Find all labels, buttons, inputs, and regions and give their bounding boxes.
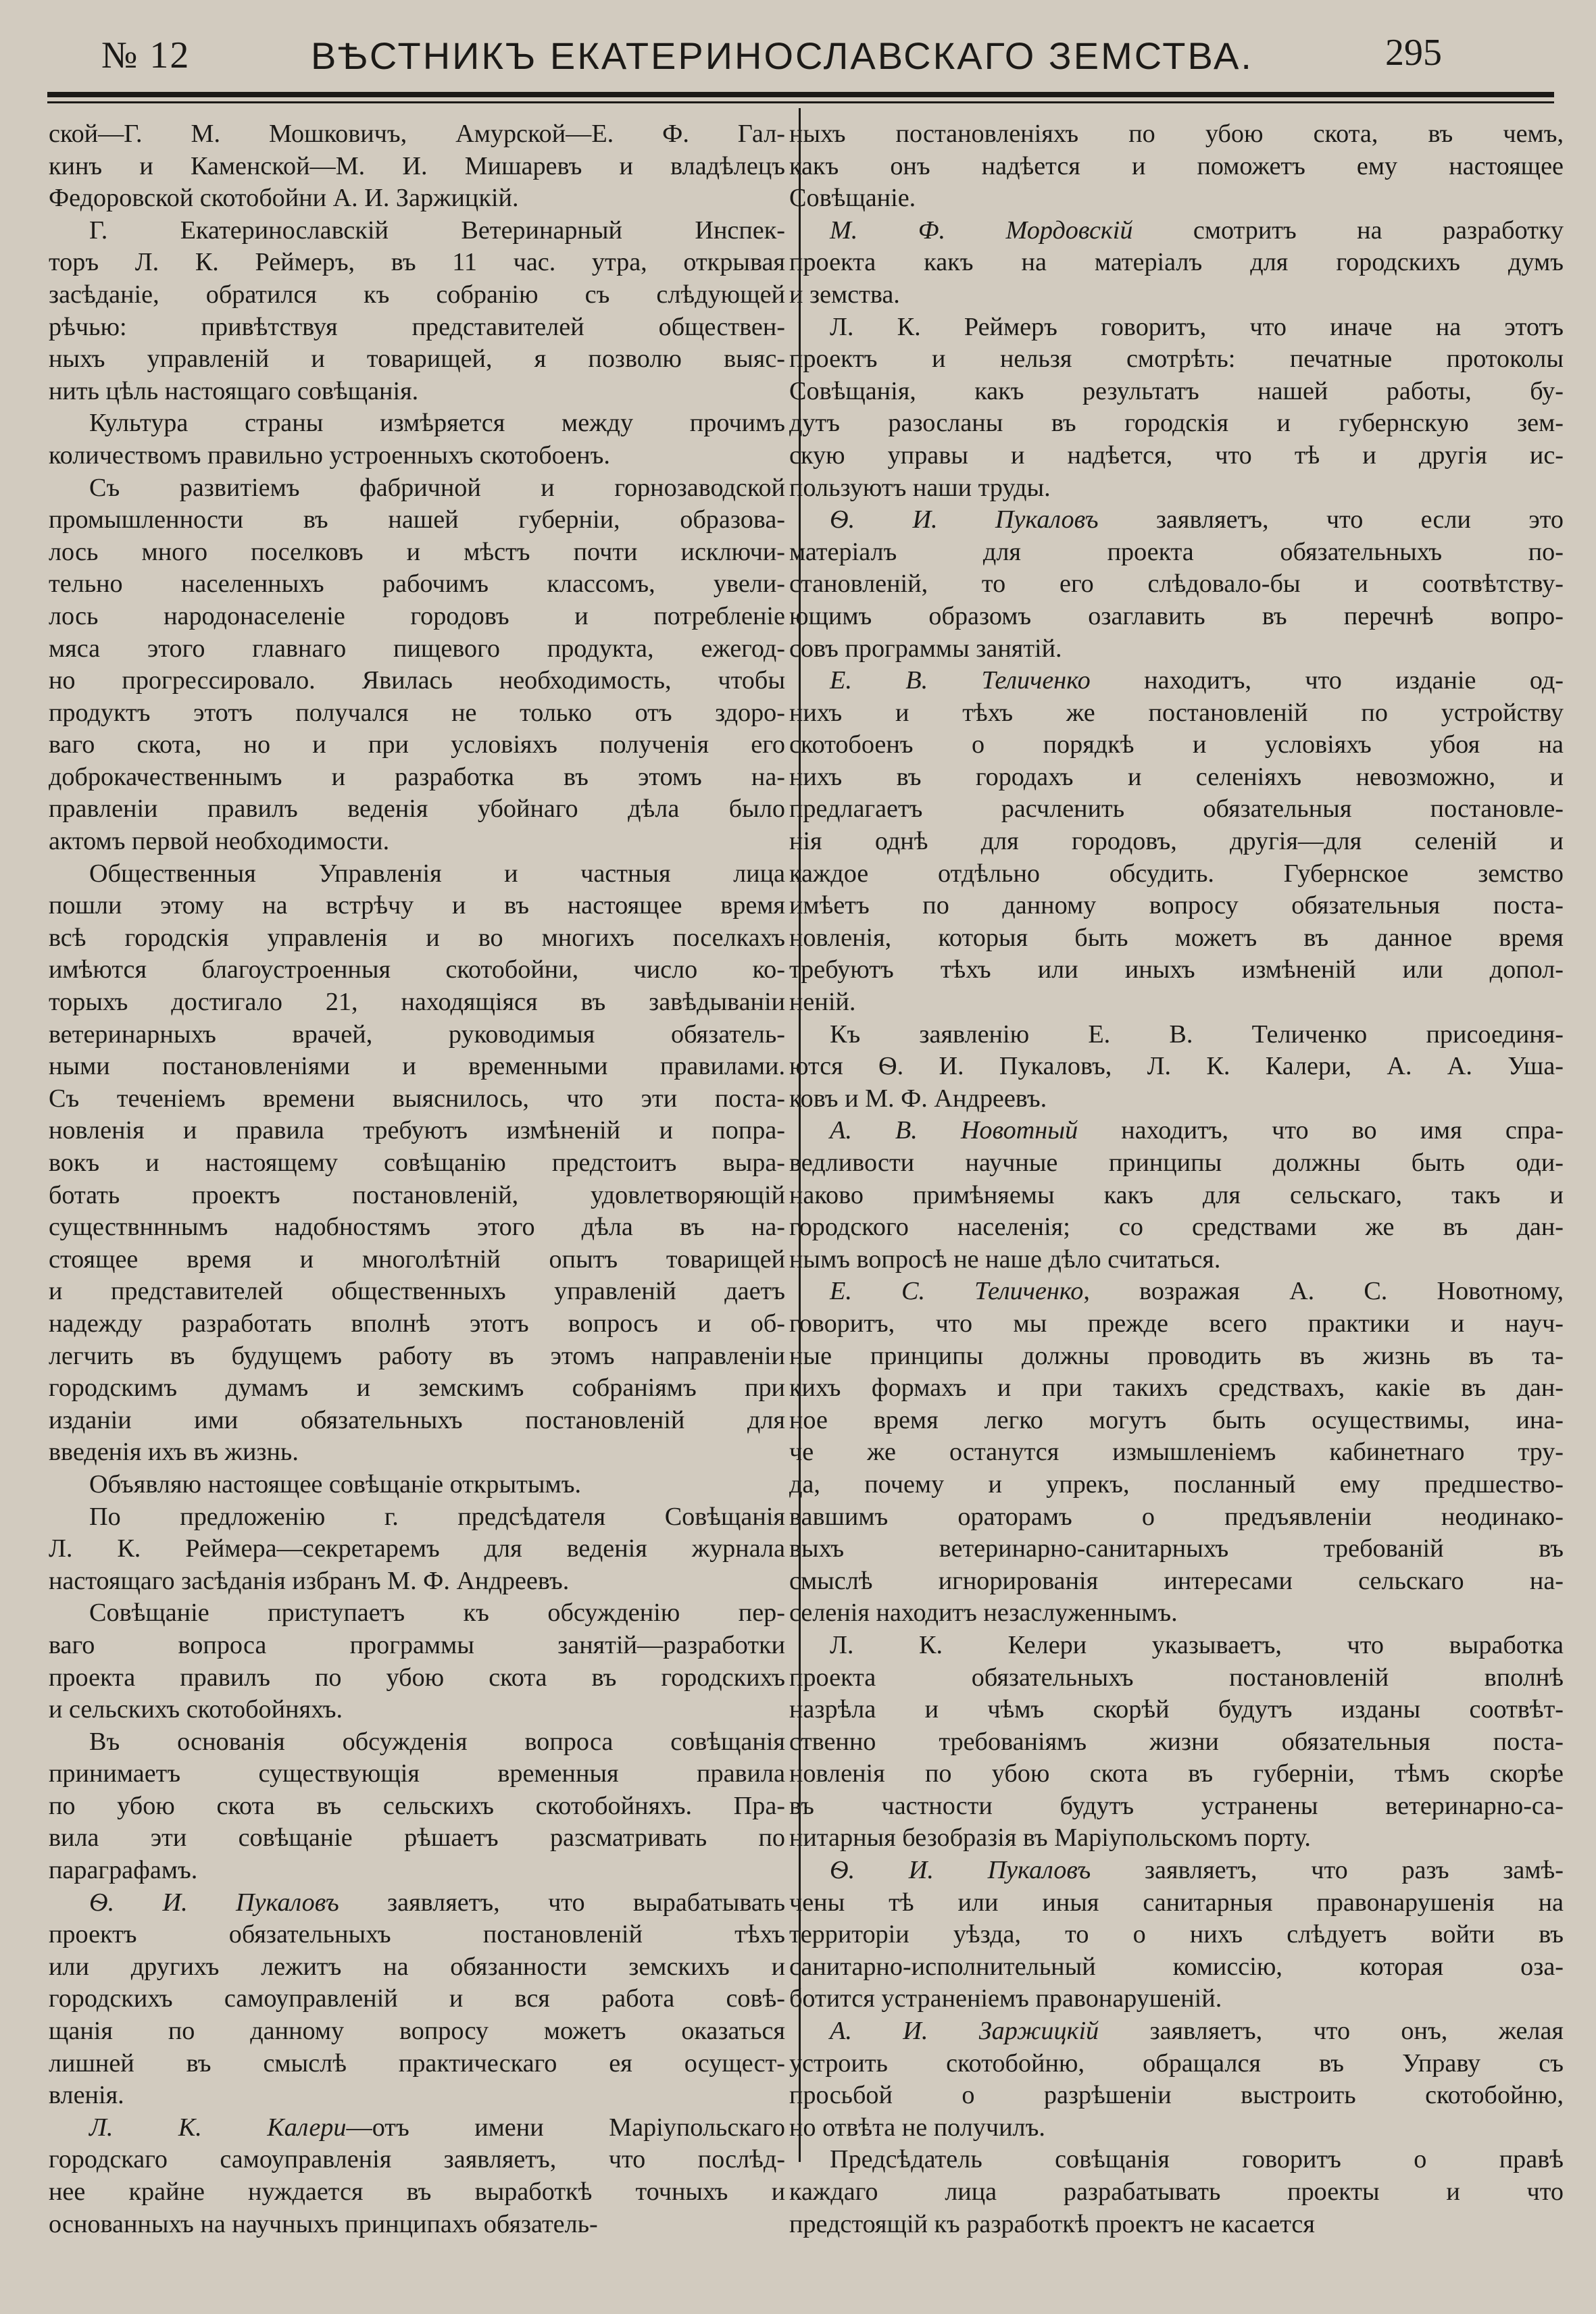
text-line: пользуютъ наши труды. <box>789 473 1051 502</box>
text-line: ныхъ постановленіяхъ по убою скота, въ чемъ, <box>789 120 1564 148</box>
text-line: ветеринарныхъ врачей, руководимыя обязатель- <box>49 1020 785 1049</box>
text-line: каждаго лица разрабатывать проекты и что <box>789 2178 1564 2206</box>
header-rule-thick <box>47 92 1554 97</box>
text-line: пошли этому на встрѣчу и въ настоящее время <box>49 891 785 920</box>
text-line: ными постановленіями и временными правилами. <box>49 1052 785 1081</box>
text-line: проектъ и нельзя смотрѣть: печатные протоколы <box>789 345 1564 374</box>
text-line: проекта правилъ по убою скота въ городскихъ <box>49 1663 785 1692</box>
text-line: М. Ф. Мордовскій смотритъ на разработку <box>830 216 1564 245</box>
text-line: Совѣщаніе. <box>789 184 916 213</box>
text-line: устроить скотобойню, обращался въ Управу съ <box>789 2048 1564 2078</box>
text-line: новленія и правила требуютъ измѣненій и попра- <box>49 1116 785 1145</box>
text-line: какъ онъ надѣется и поможетъ ему настоящее <box>789 151 1564 180</box>
text-line: лось много поселковъ и мѣстъ почти исключи- <box>49 537 785 566</box>
text-line: Общественныя Управленія и частныя лица <box>89 859 785 888</box>
text-line: городского населенія; со средствами же въ дан- <box>789 1213 1564 1242</box>
text-line: Въ основанія обсужденія вопроса совѣщанія <box>89 1727 785 1756</box>
text-line: стоящее время и многолѣтній опытъ товарищей <box>49 1244 785 1274</box>
text-line: введенія ихъ въ жизнь. <box>49 1438 299 1467</box>
text-line: Л. К. Реймеръ говоритъ, что иначе на этотъ <box>830 312 1564 341</box>
text-line: нихъ въ городахъ и селеніяхъ невозможно, и <box>789 762 1564 791</box>
text-line: нить цѣль настоящаго совѣщанія. <box>49 376 419 405</box>
text-line: Съ теченіемъ времени выяснилось, что эти поста- <box>49 1084 785 1113</box>
text-line: ственно требованіямъ жизни обязательныя поста- <box>789 1727 1564 1756</box>
text-line: и сельскихъ скотобойняхъ. <box>49 1695 343 1724</box>
text-line: кинъ и Каменской—М. И. Мишаревъ и владѣлецъ <box>49 151 785 180</box>
right-column <box>789 118 1564 2240</box>
text-line: Л. К. Реймера—секретаремъ для веденія журнала <box>49 1534 785 1563</box>
text-line: имѣются благоустроенныя скотобойни, число ко- <box>49 955 785 984</box>
text-line: основанныхъ на научныхъ принципахъ обязатель- <box>49 2209 598 2238</box>
text-line: Е. В. Теличенко находитъ, что изданіе од- <box>830 666 1564 695</box>
text-line: надежду разработать вполнѣ этотъ вопросъ и об- <box>49 1309 785 1338</box>
text-line: становленій, то его слѣдовало-бы и соотвѣтству- <box>789 570 1564 599</box>
text-line: каждое отдѣльно обсудить. Губернское земство <box>789 859 1564 888</box>
text-line: городскаго самоуправленія заявляетъ, что послѣд- <box>49 2145 785 2174</box>
page-number: 295 <box>1385 32 1442 74</box>
text-line: Ѳ. И. Пукаловъ заявляетъ, что вырабатывать <box>89 1888 785 1917</box>
text-line: всѣ городскія управленія и во многихъ поселкахъ <box>49 923 785 952</box>
text-line: селенія находитъ незаслуженнымъ. <box>789 1599 1178 1628</box>
text-line: Федоровской скотобойни А. И. Заржицкій. <box>49 184 519 213</box>
text-line: изданіи ими обязательныхъ постановленій для <box>49 1405 785 1434</box>
text-line: ковъ и М. Ф. Андреевъ. <box>789 1084 1047 1113</box>
text-line: Г. Екатеринославскій Ветеринарный Инспек- <box>89 216 785 245</box>
text-line: ботать проектъ постановленій, удовлетворяющій <box>49 1180 785 1209</box>
header-rule-thin <box>47 101 1554 103</box>
text-line: актомъ первой необходимости. <box>49 827 390 856</box>
text-line: просьбой о разрѣшеніи выстроить скотобойню, <box>789 2081 1564 2110</box>
text-line: вавшимъ ораторамъ о предъявленіи неодинако- <box>789 1502 1564 1531</box>
text-line: неній. <box>789 988 856 1017</box>
text-line: принимаетъ существующія временныя правила <box>49 1759 785 1788</box>
text-line: Къ заявленію Е. В. Теличенко присоединя- <box>830 1020 1564 1049</box>
text-line: А. И. Заржицкій заявляетъ, что онъ, желая <box>830 2017 1564 2046</box>
publication-title: ВѢСТНИКЪ ЕКАТЕРИНОСЛАВСКАГО ЗЕМСТВА. <box>311 34 1253 77</box>
text-line: че же останутся измышленіемъ кабинетнаго тру- <box>789 1438 1564 1467</box>
text-line: Е. С. Теличенко, возражая А. С. Новотному, <box>830 1277 1564 1306</box>
text-line: новленія по убою скота въ губерніи, тѣмъ скорѣе <box>789 1759 1564 1788</box>
text-line: легчить въ будущемъ работу въ этомъ направленіи <box>49 1341 785 1370</box>
text-line: ются Ѳ. И. Пукаловъ, Л. К. Калери, А. А. Ушa- <box>789 1052 1564 1081</box>
text-line: ныхъ управленій и товарищей, я позволю выяс- <box>49 345 785 374</box>
text-line: нымъ вопросѣ не наше дѣло считаться. <box>789 1244 1221 1274</box>
text-line: настоящаго засѣданія избранъ М. Ф. Андреевъ. <box>49 1566 570 1595</box>
text-line: мяса этого главнаго пищевого продукта, ежегод- <box>49 634 785 663</box>
text-line: но прогрессировало. Явилась необходимость, чтобы <box>49 666 785 695</box>
text-line: говоритъ, что мы прежде всего практики и науч- <box>789 1309 1564 1338</box>
text-line: торыхъ достигало 21, находящіяся въ завѣдываніи <box>49 988 785 1017</box>
text-line: кихъ формахъ и при такихъ средствахъ, какіе въ дан- <box>789 1374 1564 1403</box>
text-line: имѣетъ по данному вопросу обязательныя поста- <box>789 891 1564 920</box>
text-line: санитарно-исполнительный комиссію, которая оза- <box>789 1952 1564 1981</box>
text-line: и земства. <box>789 280 900 309</box>
text-line: но отвѣта не получилъ. <box>789 2113 1045 2142</box>
text-line: щанія по данному вопросу можетъ оказаться <box>49 2017 785 2046</box>
page-header <box>41 19 1554 93</box>
text-line: да, почему и упрекъ, посланный ему предшество- <box>789 1469 1564 1499</box>
text-line: ное время легко могутъ быть осуществимы, ина- <box>789 1405 1564 1434</box>
text-line: лось народонаселеніе городовъ и потребленіе <box>49 601 785 630</box>
text-line: нихъ и тѣхъ же постановленій по устройству <box>789 698 1564 727</box>
text-line: чены тѣ или иныя санитарныя правонарушенія на <box>789 1888 1564 1917</box>
text-line: вила эти совѣщаніе рѣшаетъ разсматривать по <box>49 1823 785 1853</box>
text-line: проекта обязательныхъ постановленій вполнѣ <box>789 1663 1564 1692</box>
text-line: территоріи уѣзда, то о нихъ слѣдуетъ войти въ <box>789 1920 1564 1949</box>
issue-number: № 12 <box>101 34 191 76</box>
text-line: вленія. <box>49 2081 124 2110</box>
text-line: Объявляю настоящее совѣщаніе открытымъ. <box>89 1469 581 1499</box>
text-line: Совѣщаніе приступаетъ къ обсужденію пер- <box>89 1599 785 1628</box>
text-line: продуктъ этотъ получался не только отъ здоро- <box>49 698 785 727</box>
text-line: тельно населенныхъ рабочимъ классомъ, увели- <box>49 570 785 599</box>
text-line: и представителей общественныхъ управленій даетъ <box>49 1277 785 1306</box>
text-line: Предсѣдатель совѣщанія говоритъ о правѣ <box>830 2145 1564 2174</box>
text-line: существнннымъ надобностямъ этого дѣла въ на- <box>49 1213 785 1242</box>
text-line: городскимъ думамъ и земскимъ собраніямъ при <box>49 1374 785 1403</box>
text-line: проектъ обязательныхъ постановленій тѣхъ <box>49 1920 785 1949</box>
text-line: параграфамъ. <box>49 1856 198 1885</box>
text-line: Культура страны измѣряется между прочимъ <box>89 409 785 438</box>
text-line: ской—Г. М. Мошковичъ, Амурской—Е. Ф. Гал- <box>49 120 785 148</box>
text-line: наково примѣняемы какъ для сельскаго, такъ и <box>789 1180 1564 1209</box>
text-line: выхъ ветеринарно-санитарныхъ требованій въ <box>789 1534 1564 1563</box>
text-line: количествомъ правильно устроенныхъ скотобоенъ. <box>49 441 610 470</box>
text-line: смыслѣ игнорированія интересами сельскаго на- <box>789 1566 1564 1595</box>
text-line: промышленности въ нашей губерніи, образова- <box>49 505 785 534</box>
text-line: рѣчью: привѣтствуя представителей обществен- <box>49 312 785 341</box>
text-line: ведливости научные принципы должны быть оди- <box>789 1149 1564 1177</box>
text-line: требуютъ тѣхъ или иныхъ измѣненій или допол- <box>789 955 1564 984</box>
text-line: нитарныя безобразія въ Маріупольскомъ порту. <box>789 1823 1311 1853</box>
text-line: совъ программы занятій. <box>789 634 1062 663</box>
text-line: предлагаетъ расчленить обязательныя постановле- <box>789 795 1564 824</box>
text-line: правленіи правилъ веденія убойнаго дѣла было <box>49 795 785 824</box>
text-line: А. В. Новотный находитъ, что во имя спра- <box>830 1116 1564 1145</box>
text-line: предстоящій къ разработкѣ проектъ не касается <box>789 2209 1315 2238</box>
text-line: дутъ разосланы въ городскія и губернскую зем- <box>789 409 1564 438</box>
text-line: скотобоенъ о порядкѣ и условіяхъ убоя на <box>789 730 1564 759</box>
text-line: проекта какъ на матеріалъ для городскихъ думъ <box>789 248 1564 277</box>
text-line: городскихъ самоуправленій и вся работа совѣ- <box>49 1984 785 2013</box>
text-line: Совѣщанія, какъ результатъ нашей работы, бу- <box>789 376 1564 405</box>
left-column <box>49 118 785 2240</box>
text-line: Л. К. Келери указываетъ, что выработка <box>830 1630 1564 1659</box>
text-line: ваго вопроса программы занятій—разработки <box>49 1630 785 1659</box>
text-line: или другихъ лежитъ на обязанности земскихъ и <box>49 1952 785 1981</box>
text-line: нія однѣ для городовъ, другія—для селеній и <box>789 827 1564 856</box>
text-line: нее крайне нуждается въ выработкѣ точныхъ и <box>49 2178 785 2206</box>
text-line: ные принципы должны проводить въ жизнь въ та- <box>789 1341 1564 1370</box>
text-line: по убою скота въ сельскихъ скотобойняхъ. Пра- <box>49 1791 785 1820</box>
text-line: вокъ и настоящему совѣщанію предстоитъ выра- <box>49 1149 785 1177</box>
text-line: доброкачественнымъ и разработка въ этомъ на- <box>49 762 785 791</box>
text-line: Ѳ. И. Пукаловъ заявляетъ, что разъ замѣ- <box>830 1856 1564 1885</box>
text-line: Съ развитіемъ фабричной и горнозаводской <box>89 473 785 502</box>
text-line: лишней въ смыслѣ практическаго ея осущест- <box>49 2048 785 2078</box>
text-line: скую управы и надѣется, что тѣ и другія ис- <box>789 441 1564 470</box>
text-line: ваго скота, но и при условіяхъ полученія его <box>49 730 785 759</box>
text-line: ющимъ образомъ озаглавить въ перечнѣ вопро- <box>789 601 1564 630</box>
text-line: По предложенію г. предсѣдателя Совѣщанія <box>89 1502 785 1531</box>
text-line: въ частности будутъ устранены ветеринарно-са- <box>789 1791 1564 1820</box>
text-line: засѣданіе, обратился къ собранію съ слѣдующей <box>49 280 785 309</box>
text-line: Ѳ. И. Пукаловъ заявляетъ, что если это <box>830 505 1564 534</box>
text-line: матеріалъ для проекта обязательныхъ по- <box>789 537 1564 566</box>
text-line: торъ Л. К. Реймеръ, въ 11 час. утра, открывая <box>49 248 785 277</box>
text-line: ботится устраненіемъ правонарушеній. <box>789 1984 1222 2013</box>
text-line: Л. К. Калери—отъ имени Маріупольскаго <box>89 2113 785 2142</box>
text-line: назрѣла и чѣмъ скорѣй будутъ изданы соотвѣт- <box>789 1695 1564 1724</box>
text-line: новленія, которыя быть можетъ въ данное время <box>789 923 1564 952</box>
